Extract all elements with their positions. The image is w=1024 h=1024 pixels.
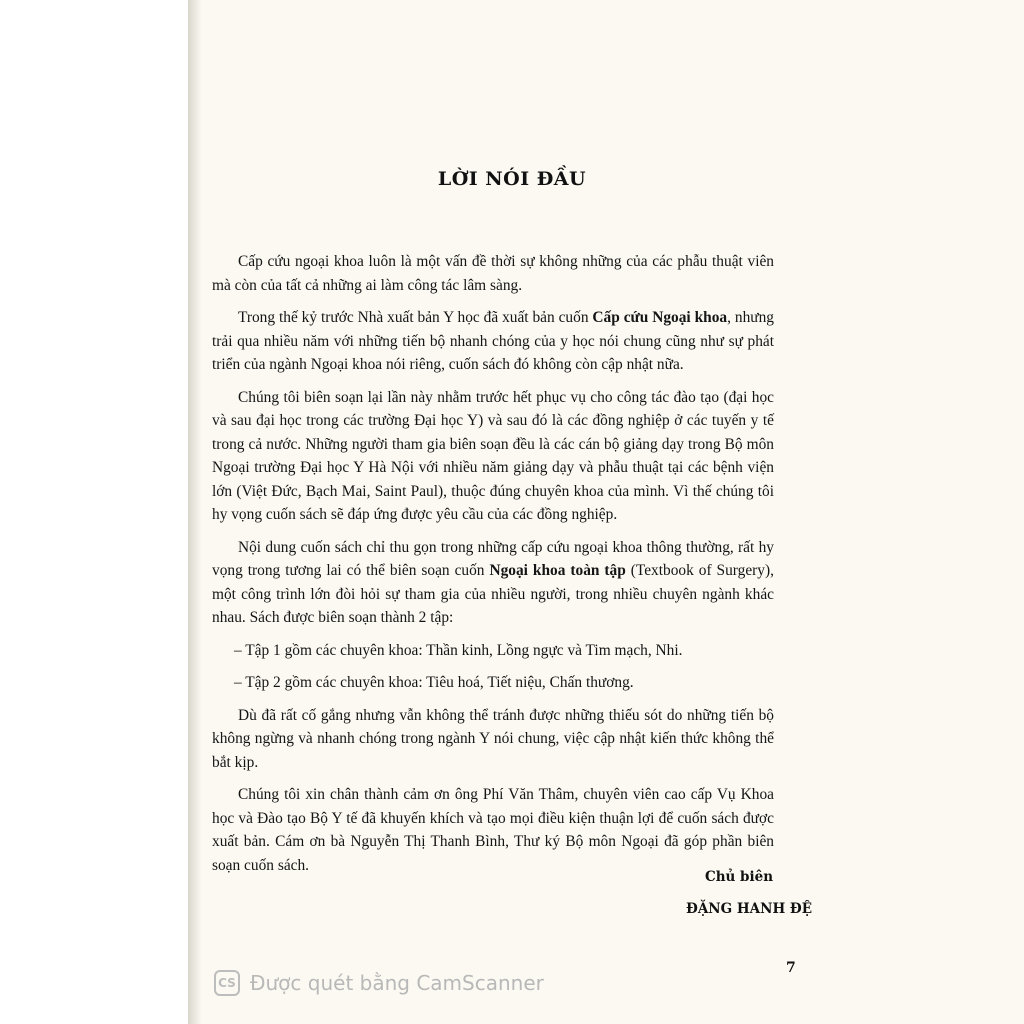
watermark-text: Được quét bằng CamScanner — [250, 971, 544, 995]
paragraph-purpose: Chúng tôi biên soạn lại lần này nhằm trước hết phục vụ cho công tác đào tạo (đại học và sau đại học trong các trường Đại học Y) và sau đó là các đồng nghiệp ở các tuyến y tế trong cả nước. Những người tham gia biên soạn đều là các cán bộ giảng dạy trong Bộ môn Ngoại trường Đại học Y Hà Nội với nhiều năm giảng dạy và phẫu thuật tại các bệnh viện lớn (Việt Đức, Bạch Mai, Saint Paul), thuộc đúng chuyên khoa của mình. Vì thế chúng tôi hy vọng cuốn sách sẽ đáp ứng được yêu cầu của các đồng nghiệp. — [212, 388, 774, 523]
editor-role: Chủ biên — [704, 869, 774, 885]
editor-name: ĐẶNG HANH ĐỆ — [686, 901, 812, 917]
page-title: LỜI NÓI ĐẦU — [437, 168, 587, 190]
list-item-volume-1: – Tập 1 gồm các chuyên khoa: Thần kinh, Lồng ngực và Tim mạch, Nhi. — [234, 641, 683, 659]
paragraph-scope-start: Nội dung cuốn sách chỉ thu gọn trong những cấp cứu ngoại khoa thông thường, rất hy vọng trong tương lai có thể biên soạn cuốn — [212, 538, 774, 579]
signature-block — [686, 866, 812, 920]
paragraph-acknowledgements: Chúng tôi xin chân thành cảm ơn ông Phí Văn Thâm, chuyên viên cao cấp Vụ Khoa học và Đào tạo Bộ Y tế đã khuyến khích và tạo mọi điều kiện thuận lợi để cuốn sách được xuất bản. Cám ơn bà Nguyễn Thị Thanh Bình, Thư ký Bộ môn Ngoại đã góp phần biên soạn cuốn sách. — [212, 786, 774, 874]
book-title-cap-cuu: Cấp cứu Ngoại khoa — [592, 309, 728, 326]
camscanner-logo-icon: CS — [214, 970, 240, 996]
paragraph-history-end: , nhưng trải qua nhiều năm với những tiến bộ nhanh chóng của y học nói chung cũng như sự phát triển của ngành Ngoại khoa nói riêng, cuốn sách đó không còn cập nhật nữa. — [212, 309, 774, 373]
paragraph-limitations: Dù đã rất cố gắng nhưng vẫn không thể tránh được những thiếu sót do những tiến bộ không ngừng và nhanh chóng trong ngành Y nói chung, việc cập nhật kiến thức không thể bắt kịp. — [212, 706, 774, 771]
preface-body — [212, 250, 774, 886]
paragraph-history-start: Trong thế kỷ trước Nhà xuất bản Y học đã xuất bản cuốn — [238, 309, 593, 326]
spine-shadow — [188, 0, 202, 1024]
list-item-volume-2: – Tập 2 gồm các chuyên khoa: Tiêu hoá, Tiết niệu, Chấn thương. — [234, 674, 634, 691]
paragraph-history — [212, 306, 774, 377]
page-number: 7 — [786, 960, 796, 976]
paragraph-intro: Cấp cứu ngoại khoa luôn là một vấn đề thời sự không những của các phẫu thuật viên mà còn của tất cả những ai làm công tác lâm sàng. — [212, 253, 774, 294]
camscanner-watermark — [214, 970, 544, 996]
book-title-toan-tap: Ngoại khoa toàn tập — [489, 562, 626, 579]
paragraph-scope — [212, 536, 774, 630]
paragraph-scope-end: (Textbook of Surgery), một công trình lớn đòi hỏi sự tham gia của nhiều người, trong nhiều chuyên ngành khác nhau. Sách được biên soạn thành 2 tập: — [212, 562, 774, 626]
